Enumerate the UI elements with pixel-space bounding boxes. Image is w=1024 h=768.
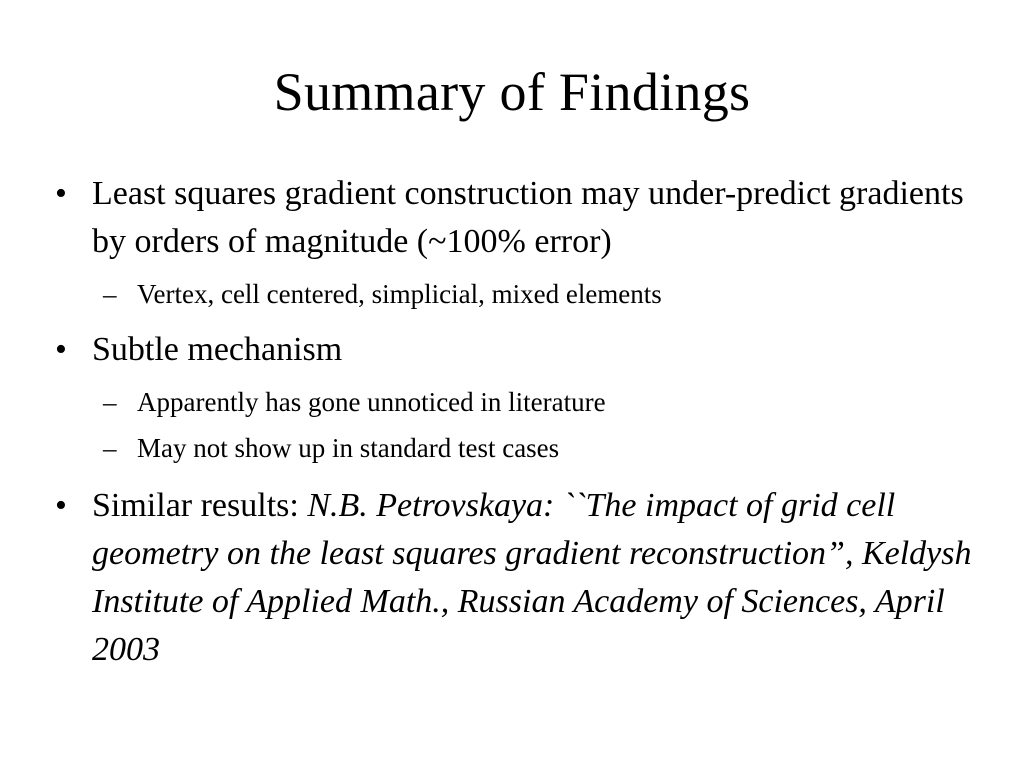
bullet-list: [55, 170, 985, 674]
dash-icon: –: [103, 387, 117, 417]
bullet-icon: •: [55, 487, 67, 524]
sub-bullet-item: [55, 276, 985, 312]
bullet-item: [55, 326, 985, 374]
sub-bullet-text: Apparently has gone unnoticed in literature: [137, 387, 606, 417]
bullet-item: [55, 482, 985, 674]
bullet-icon: •: [55, 175, 67, 212]
dash-icon: –: [103, 433, 117, 463]
bullet-icon: •: [55, 331, 67, 368]
sub-bullet-text: Vertex, cell centered, simplicial, mixed elements: [137, 279, 662, 309]
slide-title: Summary of Findings: [273, 62, 751, 122]
bullet-item: [55, 170, 985, 266]
dash-icon: –: [103, 279, 117, 309]
bullet-text: Least squares gradient construction may under-predict gradients by orders of magnitude (~100% error): [92, 175, 964, 260]
sub-bullet-item: [55, 384, 985, 420]
bullet-text-prefix: Similar results:: [92, 487, 308, 524]
citation-text: N.B. Petrovskaya: ``The impact of grid cell geometry on the least squares gradient reconstruction”, Keldysh Institute of Applied Math., Russian Academy of Sciences, April 2003: [92, 487, 972, 668]
sub-bullet-text: May not show up in standard test cases: [137, 433, 560, 463]
sub-bullet-item: [55, 430, 985, 466]
bullet-text: Subtle mechanism: [92, 331, 343, 368]
